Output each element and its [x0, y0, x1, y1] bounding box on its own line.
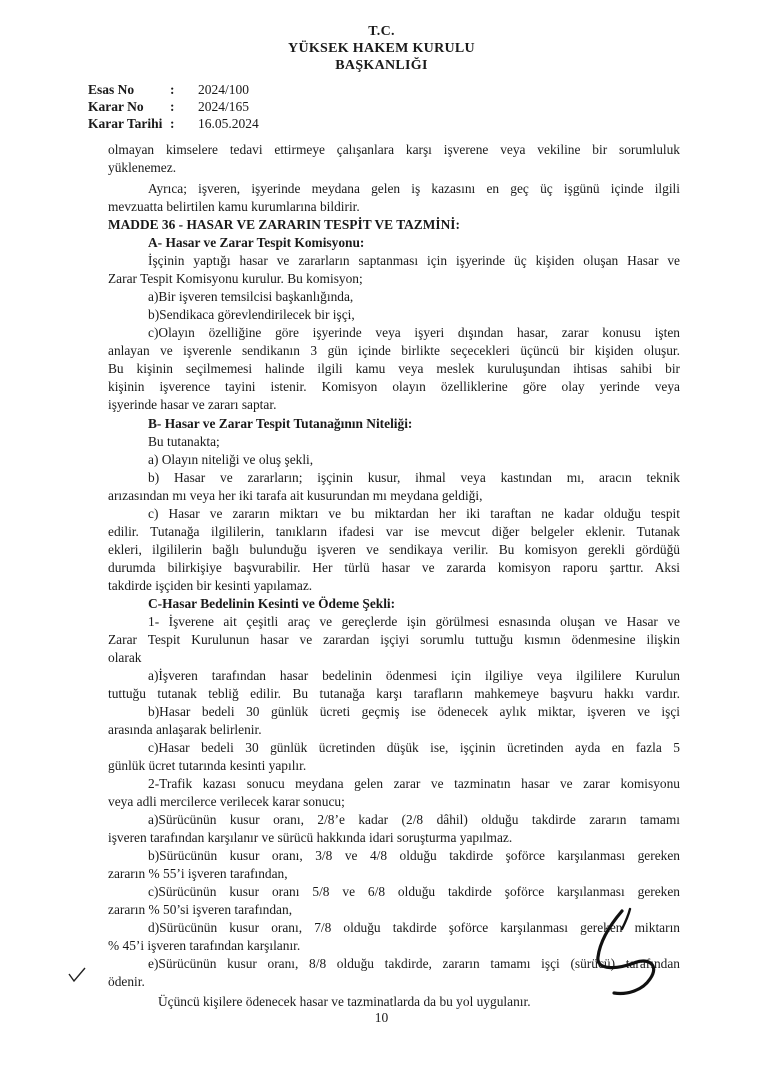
text-line: arasında anlaşarak belirlenir. — [108, 722, 262, 737]
text-line: Üçüncü kişilere ödenecek hasar ve tazminatlarda da bu yol uygulanır. — [158, 994, 531, 1009]
text-line: 1- İşverene ait çeşitli araç ve gereçlerde işin görülmesi esnasında oluşan ve Hasar ve — [148, 614, 680, 629]
text-line: c)Hasar bedeli 30 günlük ücretinden düşük ise, işçinin ücretinden ayda en fazla 5 — [148, 740, 680, 755]
text-line: c)Olayın özelliğine göre işyerinde veya işyeri dışından hasar, zarar konusu işten — [148, 325, 680, 340]
text-line: arızasından mı veya her iki tarafa ait kusurundan mı meydana geldiği, — [108, 488, 483, 503]
text-line: b) Hasar ve zararların; işçinin kusur, ihmal veya kastından mı, aracın teknik — [148, 470, 680, 485]
meta-karar-no: Karar No : 2024/165 — [88, 99, 250, 114]
signature-mark — [570, 905, 690, 1005]
text-line: c) Hasar ve zararın miktarı ve bu miktardan her iki taraftan ne kadar olduğu tespit — [148, 506, 680, 521]
text-line: Bu tutanakta; — [148, 434, 220, 449]
text-line: ekleri, ilgililerin bağlı bulunduğu işveren ve sendikaya verilir. Bu komisyon gerekli gördüğü — [108, 542, 680, 557]
text-line: tuttuğu tutanak tebliğ edilir. Bu tutanağa karşı tarafların mahkemeye başvuru hakkı vardır. — [108, 686, 680, 701]
meta-esas-no: Esas No : 2024/100 — [88, 82, 250, 97]
section-heading: B- Hasar ve Zarar Tespit Tutanağının Niteliği: — [148, 416, 413, 431]
text-line: b)Sendikaca görevlendirilecek bir işçi, — [148, 307, 355, 322]
header-tc: T.C. — [368, 24, 395, 39]
text-line: takdirde işçiden bir kesinti yapılamaz. — [108, 578, 313, 593]
header-department: BAŞKANLIĞI — [335, 58, 428, 73]
section-heading: A- Hasar ve Zarar Tespit Komisyonu: — [148, 235, 365, 250]
text-line: Zarar Tespit Kurulunun hasar ve zarardan işçiyi sorumlu tuttuğu kısmın ödenmesine ilişkin — [108, 632, 680, 647]
text-line: olarak — [108, 650, 142, 665]
text-line: kişinin işverence tayini istenir. Komisyon olayın özelliklerine göre olay yerinde veya — [108, 379, 680, 394]
text-line: a)İşveren tarafından hasar bedelinin ödenmesi için ilgiliye veya ilgililere Kurulun — [148, 668, 680, 683]
text-line: mevzuatta belirtilen kamu kurumlarına bildirir. — [108, 199, 360, 214]
text-line: olmayan kimselere tedavi ettirmeye çalışanlara karşı işverene veya vekiline bir sorumluluk — [108, 142, 680, 157]
text-line: veya adli mercilerce verilecek karar sonucu; — [108, 794, 345, 809]
text-line: ödenir. — [108, 974, 145, 989]
text-line: Bu kişinin seçilmemesi halinde ilgili kamu veya meslek kuruluşundan ihtisas sahibi bir — [108, 361, 680, 376]
text-line: a) Olayın niteliği ve oluş şekli, — [148, 452, 314, 467]
article-heading: MADDE 36 - HASAR VE ZARARIN TESPİT VE TAZMİNİ: — [108, 217, 460, 232]
text-line: d)Sürücünün kusur oranı, 7/8 olduğu takdirde şoförce karşılanması gereken miktarın — [148, 920, 680, 935]
text-line: Zarar Tespit Komisyonu kurulur. Bu komisyon; — [108, 271, 363, 286]
text-line: Ayrıca; işveren, işyerinde meydana gelen iş kazasını en geç üç işgünü içinde ilgili — [148, 181, 680, 196]
section-heading: C-Hasar Bedelinin Kesinti ve Ödeme Şekli: — [148, 596, 396, 611]
meta-karar-tarihi: Karar Tarihi : 16.05.2024 — [88, 116, 259, 131]
text-line: 2-Trafik kazası sonucu meydana gelen zarar ve tazminatın hasar ve zarar komisyonu — [148, 776, 680, 791]
text-line: yüklenemez. — [108, 160, 177, 175]
page-number: 10 — [374, 1010, 389, 1025]
text-line: c)Sürücünün kusur oranı 5/8 ve 6/8 olduğu takdirde şoförce karşılanması gereken — [148, 884, 680, 899]
text-line: günlük ücret tutarında kesinti yapılır. — [108, 758, 307, 773]
text-line: zararın % 55’i işveren tarafından, — [108, 866, 288, 881]
text-line: edilir. Tutanağa ilgililerin, tanıkların ifadesi var ise mevcut diğer belgeler eklenir. Tutanak — [108, 524, 680, 539]
text-line: % 45’i işveren tarafından karşılanır. — [108, 938, 301, 953]
check-mark-icon — [66, 965, 88, 985]
text-line: e)Sürücünün kusur oranı, 8/8 olduğu takdirde, zararın tamamı işçi (sürücü) tarafından — [148, 956, 680, 971]
header-institution: YÜKSEK HAKEM KURULU — [288, 41, 475, 56]
text-line: durumda bilirkişiye başvurabilir. Her türlü hasar ve zararda komisyon raporu şarttır. Aksi — [108, 560, 680, 575]
text-line: b)Hasar bedeli 30 günlük ücreti geçmiş ise ödenecek aylık miktar, işveren ve işçi — [148, 704, 680, 719]
text-line: b)Sürücünün kusur oranı, 3/8 ve 4/8 olduğu takdirde şoförce karşılanması gereken — [148, 848, 680, 863]
text-line: a)Sürücünün kusur oranı, 2/8’e kadar (2/8 dâhil) olduğu takdirde zararın tamamı — [148, 812, 680, 827]
text-line: İşçinin yaptığı hasar ve zararların saptanması için işyerinde üç kişiden oluşan Hasar ve — [148, 253, 680, 268]
text-line: anlayan ve işverenle sendikanın 3 gün içinde birlikte seçecekleri üçüncü bir kişiden oluşur. — [108, 343, 680, 358]
text-line: işyerinde hasar ve zararı saptar. — [108, 397, 277, 412]
text-line: zararın % 50’si işveren tarafından, — [108, 902, 293, 917]
text-line: işveren tarafından karşılanır ve sürücü hakkında idari soruşturma yapılmaz. — [108, 830, 513, 845]
text-line: a)Bir işveren temsilcisi başkanlığında, — [148, 289, 354, 304]
